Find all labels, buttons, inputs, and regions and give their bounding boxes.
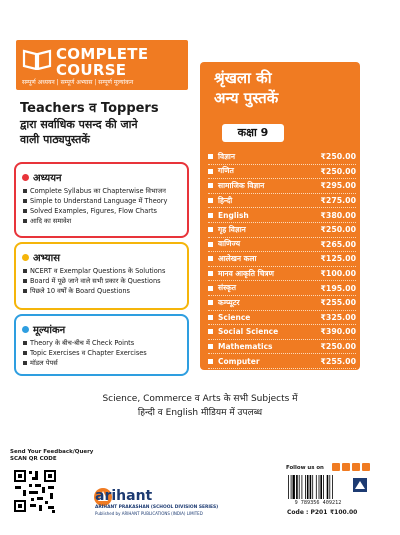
study-item: आदि का समावेश [22, 217, 181, 226]
book-name: Science [218, 312, 251, 322]
twitter-icon[interactable] [352, 463, 360, 471]
book-row [208, 296, 356, 311]
subtitle-line-2: वाली पाठ्यपुस्तकें [20, 133, 90, 146]
bullet-square-icon [208, 213, 213, 218]
barcode-icon [286, 474, 350, 500]
book-name: कम्प्यूटर [218, 297, 240, 307]
book-row [208, 208, 356, 223]
bullet-dot-icon [22, 174, 29, 181]
evaluation-heading [22, 322, 181, 336]
evaluation-item: Topic Exercises व Chapter Exercises [22, 349, 181, 358]
book-row [208, 165, 356, 180]
book-price: ₹195.00 [320, 283, 356, 293]
study-item: Solved Examples, Figures, Flow Charts [22, 207, 181, 216]
availability-line-2: हिन्दी व English मीडियम में उपलब्ध [137, 408, 263, 418]
book-price: ₹100.00 [320, 269, 356, 279]
logo-text-course: COURSE [56, 61, 127, 79]
practice-heading [22, 250, 181, 264]
series-title-line-2: अन्य पुस्तकें [214, 89, 279, 107]
practice-item: Board में पूछे जाने वाले सभी प्रकार के Questions [22, 277, 181, 286]
study-item: Complete Syllabus का Chapterwise विभाजन [22, 187, 181, 196]
book-row [208, 179, 356, 194]
qr-code-icon[interactable] [12, 468, 58, 514]
bullet-square-icon [208, 286, 213, 291]
book-price: ₹100.00 [330, 509, 358, 516]
book-name: गणित [218, 166, 234, 176]
bullet-square-icon [208, 359, 213, 364]
bullet-dot-icon [22, 326, 29, 333]
book-row [208, 325, 356, 340]
book-row [208, 311, 356, 326]
availability-line-1: Science, Commerce व Arts के सभी Subjects में [102, 394, 298, 404]
study-heading [22, 170, 181, 184]
book-price: ₹325.00 [320, 312, 356, 322]
book-name: Mathematics [218, 342, 273, 352]
study-heading-text: अध्ययन [33, 173, 62, 184]
logo-text-complete: COMPLETE [56, 45, 149, 63]
bullet-square-icon [208, 300, 213, 305]
teachers-toppers-title: Teachers व Toppers [20, 101, 159, 116]
follow-us-text: Follow us on [286, 465, 324, 471]
publisher-subtitle-2: Published by ARIHANT PUBLICATIONS (INDIA) LIMITED [95, 511, 203, 516]
publisher-subtitle: ARIHANT PRAKASHAN (SCHOOL DIVISION SERIES) [95, 505, 219, 510]
book-name: विज्ञान [218, 151, 236, 161]
bullet-square-icon [208, 256, 213, 261]
bullet-square-icon [208, 315, 213, 320]
publisher-name: arihant [95, 488, 153, 504]
evaluation-item: Theory के बीच-बीच में Check Points [22, 339, 181, 348]
book-row [208, 252, 356, 267]
book-name: हिन्दी [218, 195, 233, 205]
book-row [208, 267, 356, 282]
class-badge: कक्षा 9 [222, 124, 284, 142]
study-feature-box [14, 162, 189, 238]
book-price: ₹250.00 [320, 342, 356, 352]
book-row [208, 354, 356, 369]
book-name: English [218, 210, 249, 220]
instagram-icon[interactable] [342, 463, 350, 471]
book-price: ₹380.00 [320, 210, 356, 220]
book-name: मानव आकृति चित्रण [218, 268, 274, 278]
bullet-square-icon [208, 344, 213, 349]
isbn-barcode [286, 474, 350, 508]
bullet-dot-icon [22, 254, 29, 261]
book-row [208, 281, 356, 296]
book-price: ₹250.00 [320, 225, 356, 235]
series-title-line-1: श्रृंखला की [214, 69, 272, 87]
book-row [208, 223, 356, 238]
book-price: ₹255.00 [320, 298, 356, 308]
book-name: गृह विज्ञान [218, 224, 246, 234]
product-code: Code : P201 [287, 509, 328, 516]
complete-course-logo [16, 40, 188, 90]
book-name: वाणिज्य [218, 239, 241, 249]
bullet-square-icon [208, 271, 213, 276]
social-icons [332, 463, 370, 471]
bullet-square-icon [208, 154, 213, 159]
practice-feature-box [14, 242, 189, 310]
book-price: ₹390.00 [320, 327, 356, 337]
book-price: ₹250.00 [320, 166, 356, 176]
book-row [208, 194, 356, 209]
other-books-panel [200, 62, 360, 370]
study-item: Simple to Understand Language में Theory [22, 197, 181, 206]
book-price: ₹265.00 [320, 239, 356, 249]
evaluation-feature-box [14, 314, 189, 376]
bullet-square-icon [208, 227, 213, 232]
practice-heading-text: अभ्यास [33, 253, 60, 264]
bullet-square-icon [208, 242, 213, 247]
book-row [208, 340, 356, 355]
book-name: आलेखन कला [218, 253, 257, 263]
bullet-square-icon [208, 169, 213, 174]
book-name: सामाजिक विज्ञान [218, 180, 265, 190]
book-icon [22, 48, 52, 70]
practice-item: पिछले 10 वर्षों के Board Questions [22, 287, 181, 296]
book-name: संस्कृत [218, 283, 237, 293]
book-price-list [208, 150, 356, 369]
logo-tagline: सम्पूर्ण अध्ययन | सम्पूर्ण अभ्यास | सम्पूर्ण मूल्यांकन [22, 79, 134, 86]
youtube-icon[interactable] [362, 463, 370, 471]
bullet-square-icon [208, 198, 213, 203]
publisher-mark-icon [353, 478, 367, 492]
book-price: ₹255.00 [320, 356, 356, 366]
bullet-square-icon [208, 329, 213, 334]
book-row [208, 150, 356, 165]
evaluation-heading-text: मूल्यांकन [33, 325, 66, 336]
facebook-icon[interactable] [332, 463, 340, 471]
isbn-number: 9 789356 409212 [294, 500, 342, 506]
scan-qr-text: SCAN QR CODE [10, 456, 57, 462]
book-price: ₹125.00 [320, 254, 356, 264]
book-row [208, 238, 356, 253]
book-price: ₹250.00 [320, 152, 356, 162]
subtitle-line-1: द्वारा सर्वाधिक पसन्द की जाने [20, 118, 138, 131]
evaluation-item: मॉडल पेपर्स [22, 359, 181, 368]
book-name: Computer [218, 356, 260, 366]
feedback-text: Send Your Feedback/Query [10, 449, 94, 455]
book-price: ₹295.00 [320, 181, 356, 191]
bullet-square-icon [208, 183, 213, 188]
book-price: ₹275.00 [320, 196, 356, 206]
practice-item: NCERT व Exemplar Questions के Solutions [22, 267, 181, 276]
book-name: Social Science [218, 327, 279, 337]
